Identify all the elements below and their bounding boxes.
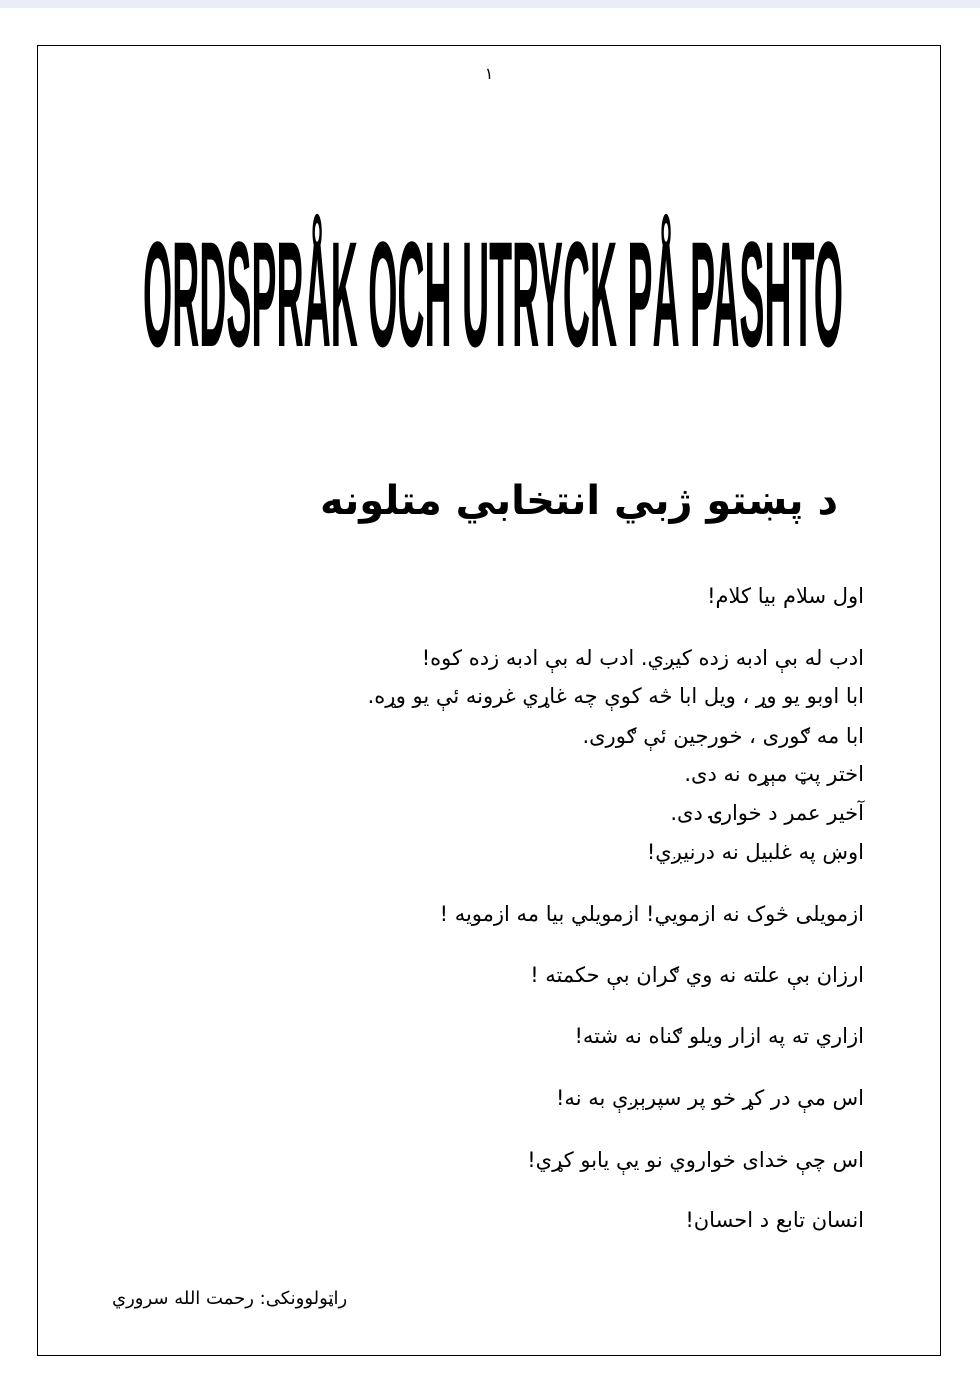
document-page <box>37 45 941 1356</box>
proverb-line-9: ارزان بې علته نه وي ګران بې حکمته ! <box>530 963 864 987</box>
proverb-line-6: آخیر عمر د خوارۍ دی. <box>670 801 864 825</box>
proverb-line-7: اوښ په غلبیل نه درنیږي! <box>646 840 864 864</box>
proverb-line-12: اس چې خدای خواروي نو یې یابو کړي! <box>527 1148 864 1172</box>
proverb-line-4: ابا مه ګوری ، خورجین ئې ګوری. <box>582 724 864 748</box>
proverb-line-5: اختر پټ مېړه نه دی. <box>684 762 864 786</box>
wordart-title <box>133 196 853 366</box>
page-number: ١ <box>484 64 494 83</box>
proverb-line-1: اول سلام بیا کلام! <box>707 584 864 608</box>
compiler-credit: راټولوونکی: رحمت الله سروري <box>112 1288 348 1309</box>
wordart-title-text: ORDSPRÅK OCH UTRYCK PÅ PASHTO <box>143 210 843 366</box>
viewer-top-bar <box>0 0 980 8</box>
proverb-line-13: انسان تابع د احسان! <box>685 1208 864 1232</box>
subtitle-pashto: د پښتو ژبي انتخابي متلونه <box>319 478 838 524</box>
proverb-line-3: ابا اوبو یو وړ ، ویل ابا څه کوې چه غاړي غرونه ئې یو وړه. <box>367 684 864 708</box>
proverb-line-10: ازاري ته په ازار ویلو ګناه نه شته! <box>574 1024 864 1048</box>
proverb-line-2: ادب له بې ادبه زده کیږي. ادب له بې ادبه زده کوه! <box>421 646 864 670</box>
proverb-line-8: ازمویلی څوک نه ازمویي! ازمویلي بیا مه ازمویه ! <box>439 902 864 926</box>
proverb-line-11: اس مې در کړ خو پر سپرېږې به نه! <box>556 1086 864 1110</box>
